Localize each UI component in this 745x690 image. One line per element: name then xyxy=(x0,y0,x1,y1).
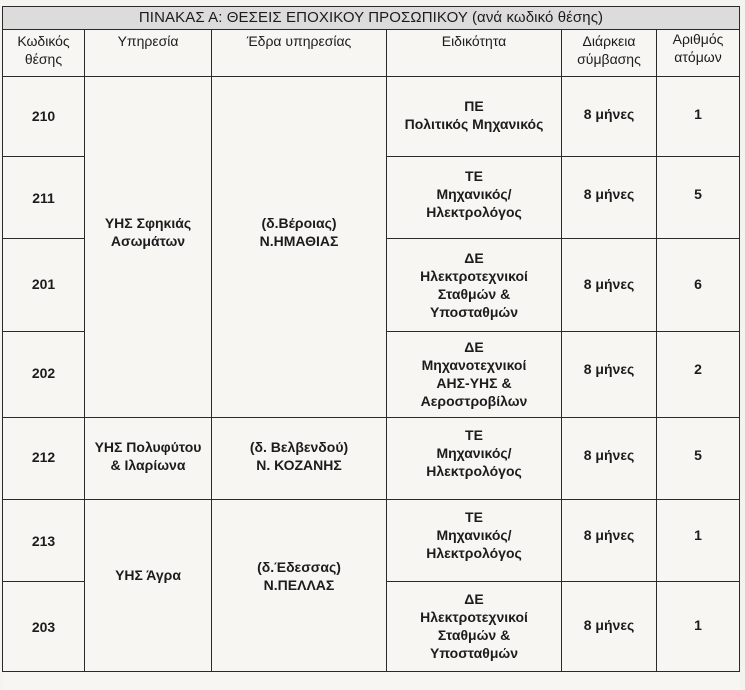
code-cell: 210 xyxy=(3,77,85,157)
count-cell: 5 xyxy=(657,157,740,239)
specialty-line: ΤΕ xyxy=(465,427,483,443)
service-line: ΥΗΣ Πολυφύτου xyxy=(94,439,202,455)
table-row xyxy=(3,77,740,157)
duration-cell: 8 μήνες xyxy=(562,332,657,418)
specialty-line: Μηχανοτεχνικοί xyxy=(421,357,527,373)
specialty-line: Μηχανικός/ xyxy=(436,445,512,461)
service-cell xyxy=(85,500,212,672)
specialty-line: ΠΕ xyxy=(464,98,484,114)
duration-cell: 8 μήνες xyxy=(562,157,657,239)
specialty-cell xyxy=(387,157,562,239)
service-cell xyxy=(85,418,212,500)
specialty-cell xyxy=(387,77,562,157)
service-line: ΥΗΣ Άγρα xyxy=(115,567,181,583)
header-code-line-2: θέσης xyxy=(24,51,63,67)
count-cell: 6 xyxy=(657,239,740,332)
header-count-line-1: Αριθμός xyxy=(672,31,724,47)
header-code-line-1: Κωδικός xyxy=(17,33,70,49)
header-duration-line-2: σύμβασης xyxy=(577,51,641,67)
header-count-line-2: ατόμων xyxy=(674,49,722,65)
code-cell: 203 xyxy=(3,582,85,672)
count-cell: 1 xyxy=(657,582,740,672)
seat-cell xyxy=(212,77,387,418)
seat-cell xyxy=(212,418,387,500)
specialty-line: ΔΕ xyxy=(464,339,484,355)
header-code xyxy=(3,30,85,77)
specialty-line: Υποσταθμών xyxy=(429,645,518,661)
header-service: Υπηρεσία xyxy=(85,30,212,77)
specialty-line: Ηλεκτροτεχνικοί xyxy=(420,268,528,284)
table-row xyxy=(3,500,740,582)
count-cell: 1 xyxy=(657,77,740,157)
seat-line: Ν.ΠΕΛΛΑΣ xyxy=(263,577,335,593)
specialty-cell xyxy=(387,418,562,500)
specialty-line: Ηλεκτρολόγος xyxy=(426,204,522,220)
specialty-cell xyxy=(387,500,562,582)
specialty-line: ΤΕ xyxy=(465,168,483,184)
count-cell: 5 xyxy=(657,418,740,500)
table-row xyxy=(3,418,740,500)
seat-line: Ν.ΗΜΑΘΙΑΣ xyxy=(259,233,339,249)
code-cell: 212 xyxy=(3,418,85,500)
seat-line: Ν. ΚΟΖΑΝΗΣ xyxy=(256,457,342,473)
service-cell xyxy=(85,77,212,418)
duration-cell: 8 μήνες xyxy=(562,500,657,582)
code-cell: 202 xyxy=(3,332,85,418)
specialty-line: Μηχανικός/ xyxy=(436,186,512,202)
seat-cell xyxy=(212,500,387,672)
header-duration-line-1: Διάρκεια xyxy=(582,33,636,49)
header-duration xyxy=(562,30,657,77)
service-line: Ασωμάτων xyxy=(110,233,186,249)
specialty-line: Υποσταθμών xyxy=(429,304,518,320)
seat-line: (δ.Έδεσσας) xyxy=(257,559,341,575)
count-cell: 2 xyxy=(657,332,740,418)
seasonal-staff-table xyxy=(2,6,740,672)
specialty-line: Σταθμών & xyxy=(437,286,511,302)
specialty-line: Πολιτικός Μηχανικός xyxy=(404,116,544,132)
service-line: & Ιλαρίωνα xyxy=(110,457,186,473)
specialty-line: ΤΕ xyxy=(465,509,483,525)
code-cell: 213 xyxy=(3,500,85,582)
duration-cell: 8 μήνες xyxy=(562,582,657,672)
specialty-cell xyxy=(387,239,562,332)
specialty-line: Ηλεκτρολόγος xyxy=(426,463,522,479)
duration-cell: 8 μήνες xyxy=(562,239,657,332)
specialty-cell xyxy=(387,582,562,672)
specialty-line: Ηλεκτρολόγος xyxy=(426,545,522,561)
header-count xyxy=(657,30,740,77)
service-line: ΥΗΣ Σφηκιάς xyxy=(104,215,192,231)
document-page xyxy=(2,6,740,690)
header-specialty: Ειδικότητα xyxy=(387,30,562,77)
specialty-line: ΔΕ xyxy=(464,591,484,607)
specialty-line: Ηλεκτροτεχνικοί xyxy=(420,609,528,625)
specialty-line: ΑΗΣ-ΥΗΣ & xyxy=(436,375,512,391)
count-cell: 1 xyxy=(657,500,740,582)
specialty-cell xyxy=(387,332,562,418)
code-cell: 201 xyxy=(3,239,85,332)
specialty-line: Αεροστροβίλων xyxy=(420,393,528,409)
seat-line: (δ.Βέροιας) xyxy=(261,215,337,231)
duration-cell: 8 μήνες xyxy=(562,418,657,500)
duration-cell: 8 μήνες xyxy=(562,77,657,157)
table-title: ΠΙΝΑΚΑΣ Α: ΘΕΣΕΙΣ ΕΠΟΧΙΚΟΥ ΠΡΟΣΩΠΙΚΟΥ (ανά κωδικό θέσης) xyxy=(3,7,740,30)
code-cell: 211 xyxy=(3,157,85,239)
specialty-line: ΔΕ xyxy=(464,250,484,266)
header-seat: Έδρα υπηρεσίας xyxy=(212,30,387,77)
specialty-line: Μηχανικός/ xyxy=(436,527,512,543)
seat-line: (δ. Βελβενδού) xyxy=(249,439,349,455)
specialty-line: Σταθμών & xyxy=(437,627,511,643)
